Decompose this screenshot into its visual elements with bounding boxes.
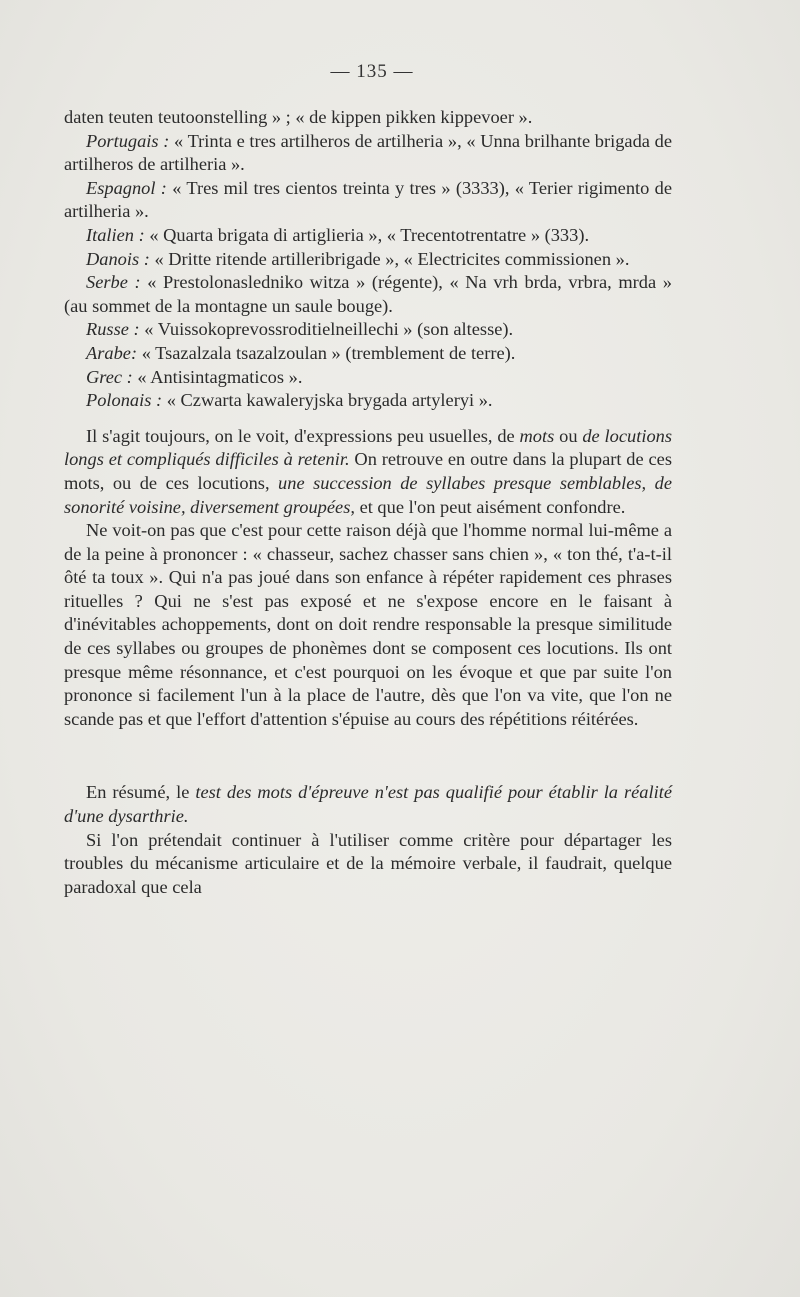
emphasis-run: une succession de syllabes presque semblables, de sonorité voisine, diversement groupées, (64, 472, 672, 517)
example-text: « Trinta e tres artilheros de artilheria », « Unna brilhante brigada de artilheros de artilheria ». (64, 130, 672, 175)
example-serbe (64, 271, 672, 318)
paragraph-resume (64, 781, 672, 828)
text-run: et que l'on peut aisément confondre. (354, 496, 626, 517)
page-number: — 135 — (330, 61, 414, 82)
example-portugais (64, 130, 672, 177)
language-label: Grec : (86, 366, 133, 387)
language-label: Danois : (86, 248, 150, 269)
example-arabe (64, 342, 672, 366)
text-run: On retrouve en outre dans la plupart de ces mots, ou de ces locutions, (64, 449, 672, 493)
example-text: « Dritte ritende artilleribrigade », « Electricites commissionen ». (154, 248, 630, 269)
language-label: Arabe: (86, 342, 138, 363)
example-text: « Quarta brigata di artiglieria », « Trecentotrentatre » (333). (149, 224, 590, 245)
language-label: Polonais : (86, 390, 163, 411)
emphasis-run: test des mots d'épreuve n'est pas qualifié pour établir la réalité d'une dysarthrie. (64, 782, 672, 827)
example-text: « Tsazalzala tsazalzoulan » (tremblement de terre). (141, 342, 516, 363)
example-danois (64, 248, 672, 272)
emphasis-run: mots (519, 425, 555, 446)
language-label: Serbe : (86, 272, 141, 293)
text-run: ou (554, 425, 583, 446)
text-run: En résumé, le (86, 782, 196, 803)
paragraph-locutions (64, 425, 672, 519)
example-espagnol (64, 177, 672, 224)
language-label: Portugais : (86, 130, 170, 151)
language-label: Italien : (86, 224, 145, 245)
page-body (64, 106, 672, 899)
example-text: « Vuissokoprevossroditielneillechi » (son altesse). (144, 319, 514, 340)
paragraph-homme-normal: Ne voit-on pas que c'est pour cette raison déjà que l'homme normal lui-même a de la peine à prononcer : « chasseur, sachez chasser sans chien », « ton thé, t'a-t-il ôté ta toux ». Qui n'a pas joué dans son enfance à répéter rapidement ces phrases rituelles ? Qui ne s'est pas exposé et ne s'expose encore en le faisant à d'inévitables achoppements, dont on doit rendre responsable la presque similitude de ces syllabes ou groupes de phonèmes dont se composent ces locutions. Ils ont presque même résonnance, et c'est pourquoi on les évoque et que par suite l'on prononce si facilement l'un à la place de l'autre, dès que l'on va vite, que l'on ne scande pas et que l'effort d'attention s'épuise au cours des répétitions réitérées. (64, 520, 672, 729)
example-italien (64, 224, 672, 248)
example-text: « Czwarta kawaleryjska brygada artyleryi ». (166, 390, 493, 411)
continued-example-line: daten teuten teutoonstelling » ; « de kippen pikken kippevoer ». (64, 107, 533, 127)
example-text: « Prestolonaslednikо witza » (régente), « Na vrh brda, vrbra, mrda » (au sommet de la montagne un saule bouge). (64, 272, 672, 316)
example-text: « Antisintagmaticos ». (137, 366, 303, 387)
example-russe (64, 318, 672, 342)
example-grec (64, 366, 672, 390)
text-run: Il s'agit toujours, on le voit, d'expressions peu usuelles, de (86, 425, 520, 446)
emphasis-run: de locutions longs et compliqués difficiles à retenir. (64, 425, 672, 470)
language-label: Espagnol : (86, 177, 167, 198)
example-polonais (64, 389, 672, 413)
example-text: « Tres mil tres cientos treinta y tres » (3333), « Terier rigimento de artilheria ». (64, 177, 672, 222)
paragraph-critere: Si l'on prétendait continuer à l'utiliser comme critère pour départager les troubles du mécanisme articulaire et de la mémoire verbale, il faudrait, quelque paradoxal que cela (64, 829, 672, 897)
language-label: Russe : (86, 319, 140, 340)
